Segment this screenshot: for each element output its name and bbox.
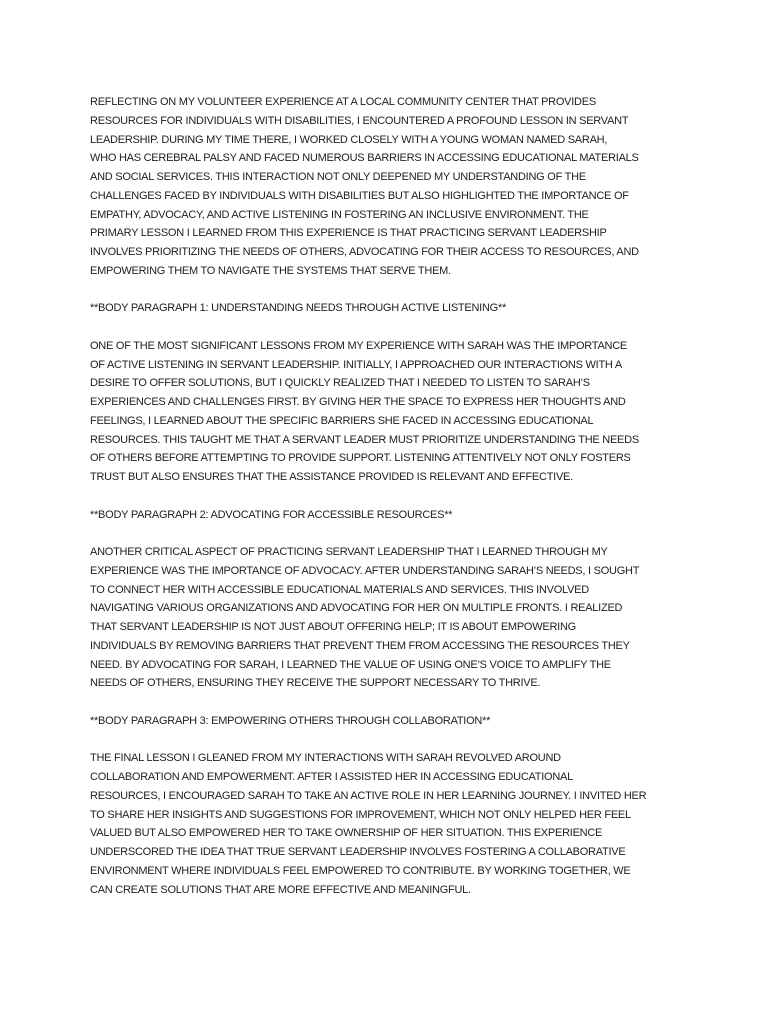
body-heading-2: **BODY PARAGRAPH 2: ADVOCATING FOR ACCESSIBLE RESOURCES** [90,508,453,521]
body-paragraph-1 [90,337,730,487]
intro-line: RESOURCES FOR INDIVIDUALS WITH DISABILITIES, I ENCOUNTERED A PROFOUND LESSON IN SERVANT [90,114,629,127]
intro-line: CHALLENGES FACED BY INDIVIDUALS WITH DISABILITIES BUT ALSO HIGHLIGHTED THE IMPORTANCE OF [90,189,629,202]
paragraph-line: DESIRE TO OFFER SOLUTIONS, BUT I QUICKLY REALIZED THAT I NEEDED TO LISTEN TO SARAH’S [90,377,590,390]
paragraph-line: ONE OF THE MOST SIGNIFICANT LESSONS FROM MY EXPERIENCE WITH SARAH WAS THE IMPORTANCE [90,339,628,352]
intro-line: AND SOCIAL SERVICES. THIS INTERACTION NOT ONLY DEEPENED MY UNDERSTANDING OF THE [90,171,586,183]
paragraph-line: TO SHARE HER INSIGHTS AND SUGGESTIONS FOR IMPROVEMENT, WHICH NOT ONLY HELPED HER FEEL [90,808,631,821]
body-paragraph-3 [90,749,730,899]
paragraph-line: NEED. BY ADVOCATING FOR SARAH, I LEARNED THE VALUE OF USING ONE’S VOICE TO AMPLIFY THE [90,658,611,671]
paragraph-line: RESOURCES. THIS TAUGHT ME THAT A SERVANT LEADER MUST PRIORITIZE UNDERSTANDING THE NEEDS [90,433,639,446]
paragraph-line: THE FINAL LESSON I GLEANED FROM MY INTERACTIONS WITH SARAH REVOLVED AROUND [90,752,561,765]
paragraph-line: UNDERSCORED THE IDEA THAT TRUE SERVANT LEADERSHIP INVOLVES FOSTERING A COLLABORATIVE [90,846,626,858]
paragraph-line: OF ACTIVE LISTENING IN SERVANT LEADERSHIP. INITIALLY, I APPROACHED OUR INTERACTIONS WITH A [90,358,622,371]
document-body [90,93,730,918]
paragraph-line: NEEDS OF OTHERS, ENSURING THEY RECEIVE THE SUPPORT NECESSARY TO THRIVE. [90,677,541,690]
intro-line: WHO HAS CEREBRAL PALSY AND FACED NUMEROUS BARRIERS IN ACCESSING EDUCATIONAL MATERIALS [90,152,639,165]
intro-line: EMPOWERING THEM TO NAVIGATE THE SYSTEMS THAT SERVE THEM. [90,264,451,277]
paragraph-line: COLLABORATION AND EMPOWERMENT. AFTER I ASSISTED HER IN ACCESSING EDUCATIONAL [90,771,574,783]
intro-paragraph [90,93,730,281]
intro-line: LEADERSHIP. DURING MY TIME THERE, I WORKED CLOSELY WITH A YOUNG WOMAN NAMED SARAH, [90,133,608,146]
paragraph-line: VALUED BUT ALSO EMPOWERED HER TO TAKE OWNERSHIP OF HER SITUATION. THIS EXPERIENCE [90,827,603,840]
paragraph-line: ENVIRONMENT WHERE INDIVIDUALS FEEL EMPOWERED TO CONTRIBUTE. BY WORKING TOGETHER, WE [90,864,631,877]
body-heading-1-block [90,299,730,318]
intro-line: PRIMARY LESSON I LEARNED FROM THIS EXPERIENCE IS THAT PRACTICING SERVANT LEADERSHIP [90,227,607,240]
intro-line: EMPATHY, ADVOCACY, AND ACTIVE LISTENING IN FOSTERING AN INCLUSIVE ENVIRONMENT. THE [90,208,589,221]
body-heading-3-block [90,712,730,731]
intro-line: REFLECTING ON MY VOLUNTEER EXPERIENCE AT A LOCAL COMMUNITY CENTER THAT PROVIDES [90,96,596,108]
paragraph-line: EXPERIENCE WAS THE IMPORTANCE OF ADVOCACY. AFTER UNDERSTANDING SARAH’S NEEDS, I SOUGHT [90,564,640,577]
paragraph-line: TRUST BUT ALSO ENSURES THAT THE ASSISTANCE PROVIDED IS RELEVANT AND EFFECTIVE. [90,471,573,483]
body-paragraph-2 [90,543,730,693]
paragraph-line: FEELINGS, I LEARNED ABOUT THE SPECIFIC BARRIERS SHE FACED IN ACCESSING EDUCATIONAL [90,414,594,427]
body-heading-1: **BODY PARAGRAPH 1: UNDERSTANDING NEEDS THROUGH ACTIVE LISTENING** [90,302,507,315]
paragraph-line: EXPERIENCES AND CHALLENGES FIRST. BY GIVING HER THE SPACE TO EXPRESS HER THOUGHTS AND [90,396,626,408]
body-heading-2-block [90,506,730,525]
paragraph-line: THAT SERVANT LEADERSHIP IS NOT JUST ABOUT OFFERING HELP; IT IS ABOUT EMPOWERING [90,621,576,633]
paragraph-line: NAVIGATING VARIOUS ORGANIZATIONS AND ADVOCATING FOR HER ON MULTIPLE FRONTS. I REALIZED [90,602,623,615]
paragraph-line: RESOURCES, I ENCOURAGED SARAH TO TAKE AN ACTIVE ROLE IN HER LEARNING JOURNEY. I INVITED HER [90,789,647,802]
body-heading-3: **BODY PARAGRAPH 3: EMPOWERING OTHERS THROUGH COLLABORATION** [90,714,491,727]
paragraph-line: TO CONNECT HER WITH ACCESSIBLE EDUCATIONAL MATERIALS AND SERVICES. THIS INVOLVED [90,583,589,596]
paragraph-line: INDIVIDUALS BY REMOVING BARRIERS THAT PREVENT THEM FROM ACCESSING THE RESOURCES THEY [90,639,630,652]
paragraph-line: CAN CREATE SOLUTIONS THAT ARE MORE EFFECTIVE AND MEANINGFUL. [90,883,471,896]
intro-line: INVOLVES PRIORITIZING THE NEEDS OF OTHERS, ADVOCATING FOR THEIR ACCESS TO RESOURCES, AND [90,246,639,258]
paragraph-line: OF OTHERS BEFORE ATTEMPTING TO PROVIDE SUPPORT. LISTENING ATTENTIVELY NOT ONLY FOSTERS [90,452,631,465]
paragraph-line: ANOTHER CRITICAL ASPECT OF PRACTICING SERVANT LEADERSHIP THAT I LEARNED THROUGH MY [90,546,608,558]
